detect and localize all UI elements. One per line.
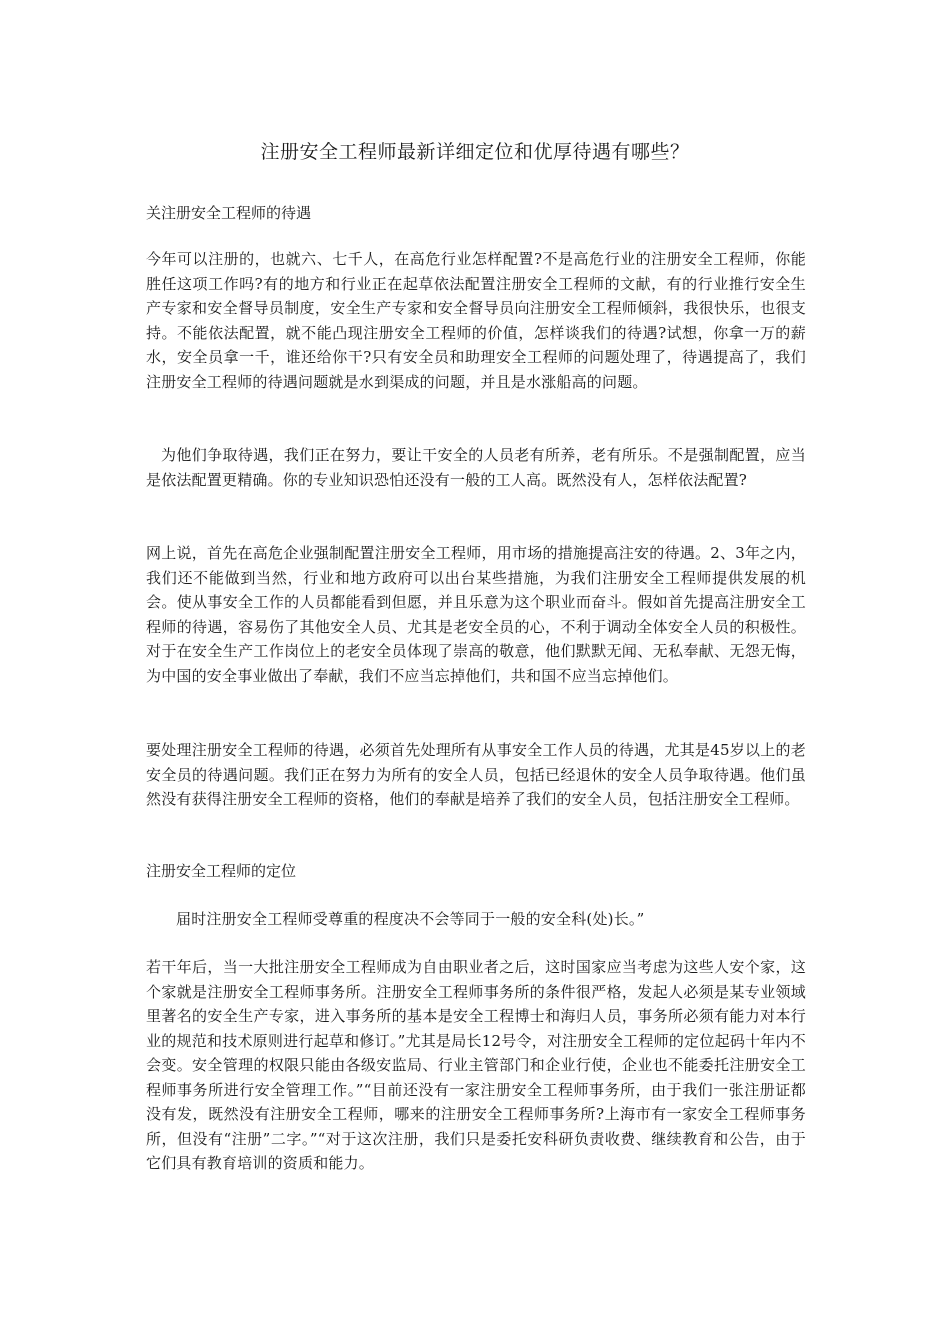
paragraph-1: 今年可以注册的，也就六、七千人，在高危行业怎样配置?不是高危行业的注册安全工程师，你能胜任这项工作吗?有的地方和行业正在起草依法配置注册安全工程师的文献，有的行业推行安全生产专家和安全督导员制度，安全生产专家和安全督导员向注册安全工程师倾斜，我很快乐，也很支持。不能依法配置，就不能凸现注册安全工程师的价值，怎样谈我们的待遇?试想，你拿一万的薪水，安全员拿一千，谁还给你干?只有安全员和助理安全工程师的问题处理了，待遇提高了，我们注册安全工程师的待遇问题就是水到渠成的问题，并且是水涨船高的问题。 bbox=[146, 250, 806, 391]
paragraph-final: 若干年后，当一大批注册安全工程师成为自由职业者之后，这时国家应当考虑为这些人安个家，这个家就是注册安全工程师事务所。注册安全工程师事务所的条件很严格，发起人必须是某专业领域里著名的安全生产专家，进入事务所的基本是安全工程博士和海归人员，事务所必须有能力对本行业的规范和技术原则进行起草和修订。”尤其是局长12号令，对注册安全工程师的定位起码十年内不会变。安全管理的权限只能由各级安监局、行业主管部门和企业行使，企业也不能委托注册安全工程师事务所进行安全管理工作。”“目前还没有一家注册安全工程师事务所，由于我们一张注册证都没有发，既然没有注册安全工程师，哪来的注册安全工程师事务所?上海市有一家安全工程师事务所，但没有“注册”二字。”“对于这次注册，我们只是委托安科研负责收费、继续教育和公告，由于它们具有教育培训的资质和能力。 bbox=[146, 958, 806, 1172]
section-heading-treatment: 关注册安全工程师的待遇 bbox=[146, 204, 312, 222]
quote-paragraph: 届时注册安全工程师受尊重的程度决不会等同于一般的安全科(处)长。” bbox=[176, 910, 645, 928]
paragraph-2: 为他们争取待遇，我们正在努力，要让干安全的人员老有所养，老有所乐。不是强制配置，应当是依法配置更精确。你的专业知识恐怕还没有一般的工人高。既然没有人，怎样依法配置? bbox=[146, 446, 806, 489]
paragraph-3: 网上说，首先在高危企业强制配置注册安全工程师，用市场的措施提高注安的待遇。2、3年之内，我们还不能做到当然，行业和地方政府可以出台某些措施，为我们注册安全工程师提供发展的机会。使从事安全工作的人员都能看到但愿，并且乐意为这个职业而奋斗。假如首先提高注册安全工程师的待遇，容易伤了其他安全人员、尤其是老安全员的心，不利于调动全体安全人员的积极性。对于在安全生产工作岗位上的老安全员体现了崇高的敬意，他们默默无闻、无私奉献、无怨无悔，为中国的安全事业做出了奉献，我们不应当忘掉他们，共和国不应当忘掉他们。 bbox=[146, 544, 806, 685]
paragraph-4: 要处理注册安全工程师的待遇，必须首先处理所有从事安全工作人员的待遇，尤其是45岁以上的老安全员的待遇问题。我们正在努力为所有的安全人员，包括已经退休的安全人员争取待遇。他们虽然没有获得注册安全工程师的资格，他们的奉献是培养了我们的安全人员，包括注册安全工程师。 bbox=[146, 741, 806, 808]
section-heading-positioning: 注册安全工程师的定位 bbox=[146, 862, 297, 880]
document-title: 注册安全工程师最新详细定位和优厚待遇有哪些？ bbox=[260, 141, 690, 163]
